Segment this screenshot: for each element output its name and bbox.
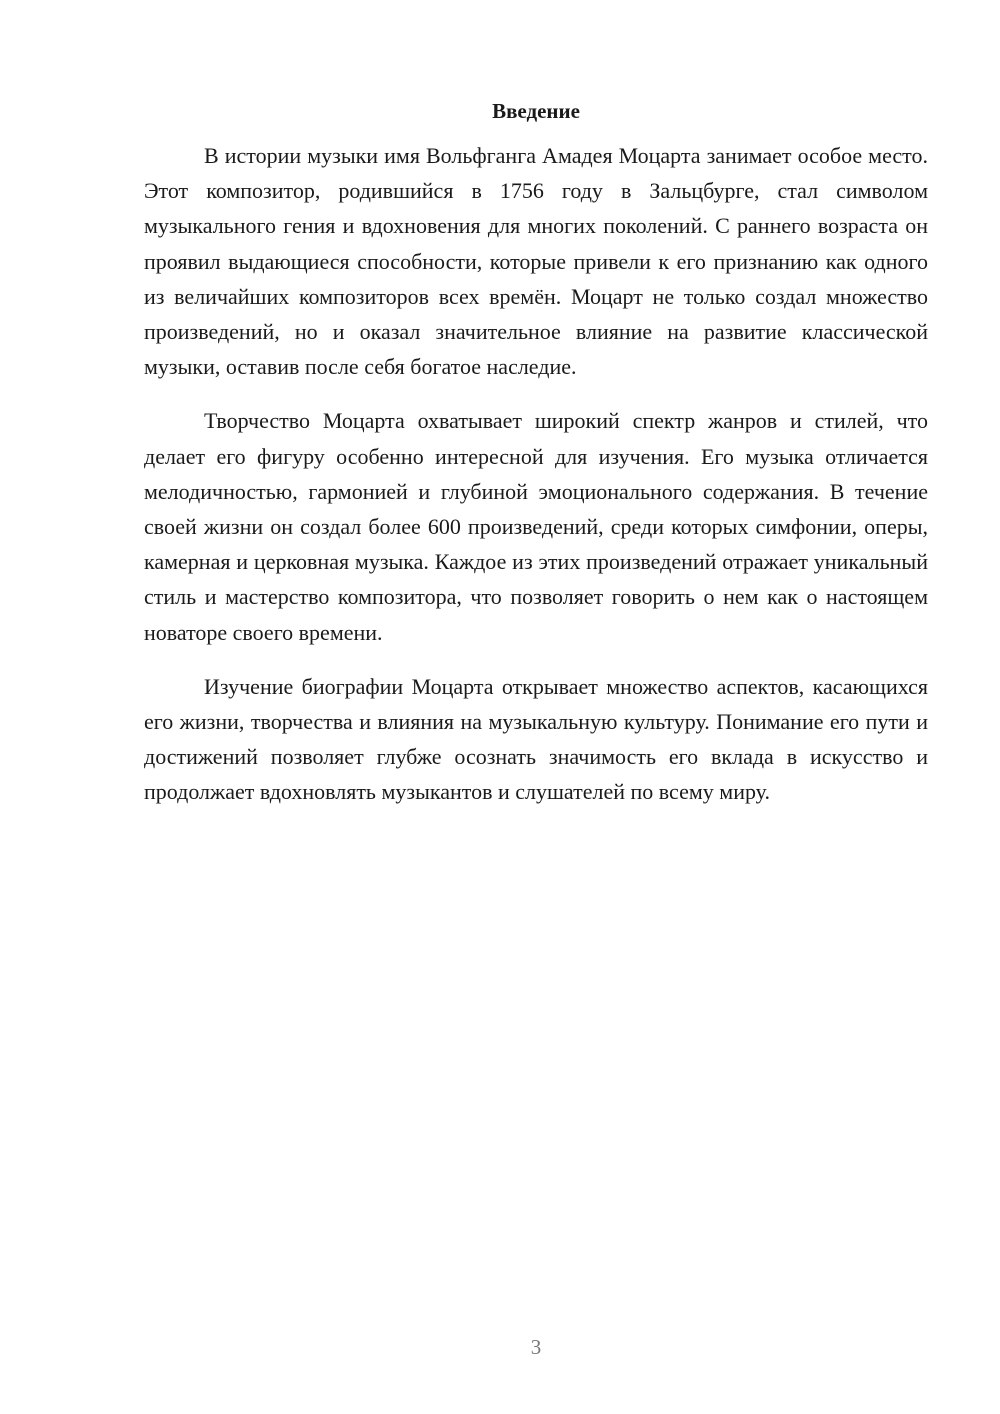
paragraph-3: Изучение биографии Моцарта открывает множество аспектов, касающихся его жизни, творчества и влияния на музыкальную культуру. Понимание его пути и достижений позволяет глубже осознать значимость его вклада в искусство и продолжает вдохновлять музыкантов и слушателей по всему миру. [144,673,928,805]
paragraph-2: Творчество Моцарта охватывает широкий спектр жанров и стилей, что делает его фигуру особенно интересной для изучения. Его музыка отличается мелодичностью, гармонией и глубиной эмоционального содержания. В течение своей жизни он создал более 600 произведений, среди которых симфонии, оперы, камерная и церковная музыка. Каждое из этих произведений отражает уникальный стиль и мастерство композитора, что позволяет говорить о нем как о настоящем новаторе своего времени. [144,408,928,645]
page-content [144,96,928,829]
section-title: Введение [492,99,580,123]
paragraph-1: В истории музыки имя Вольфганга Амадея Моцарта занимает особое место. Этот композитор, родившийся в 1756 году в Зальцбурге, стал символом музыкального гения и вдохновения для многих поколений. С раннего возраста он проявил выдающиеся способности, которые привели к его признанию как одного из величайших композиторов всех времён. Моцарт не только создал множество произведений, но и оказал значительное влияние на развитие классической музыки, оставив после себя богатое наследие. [144,143,928,380]
page-number: 3 [530,1335,542,1359]
